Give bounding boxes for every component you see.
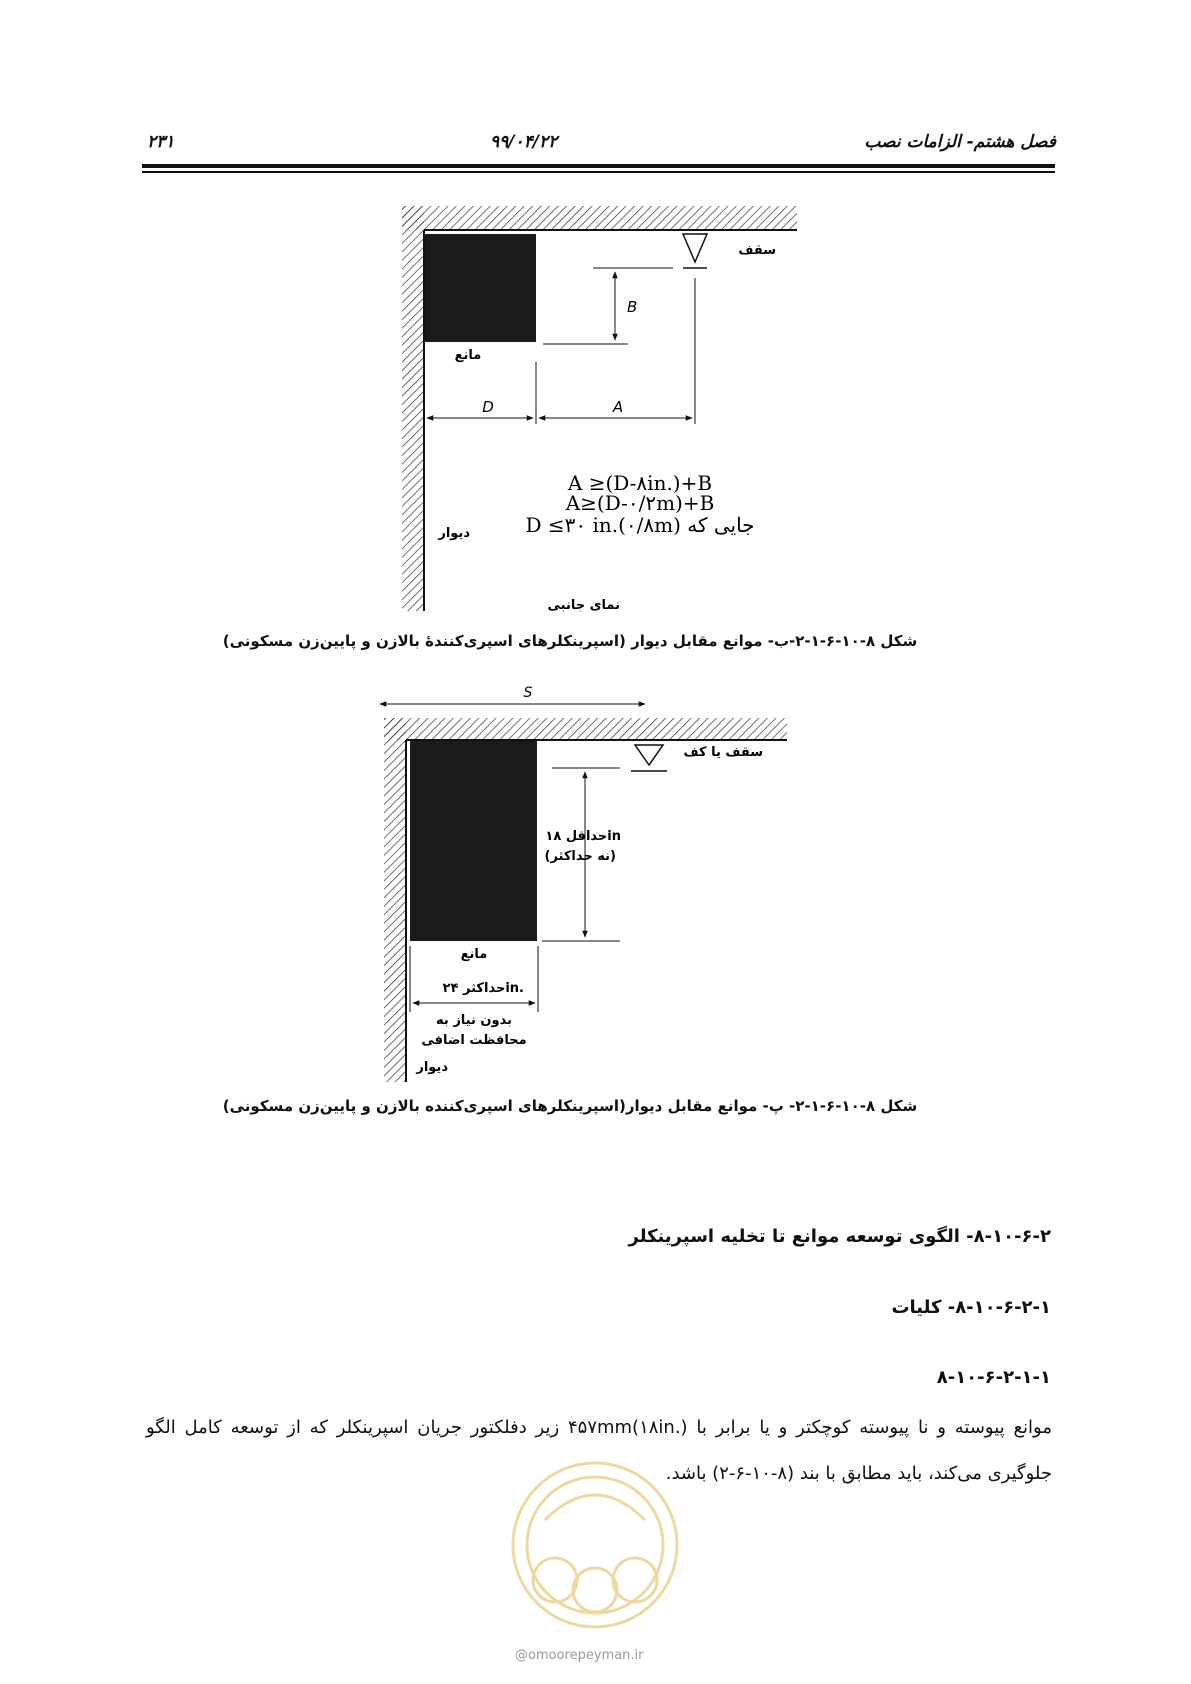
sprinkler-icon bbox=[635, 745, 663, 765]
body-paragraph: موانع پیوسته و نا پیوسته کوچکتر و یا برابر با ۴۵۷mm(۱۸in.) زیر دفلکتور جریان اسپرینکلر که از توسعه کامل الگو جلوگیری می‌کند، باید مطابق با بند (۸-۱۰-۶-۲) باشد. bbox=[146, 1417, 1052, 1484]
dim-a-label: A bbox=[612, 398, 624, 416]
ceiling-floor-label: سقف یا کف bbox=[683, 745, 763, 760]
dim-s-label: S bbox=[523, 685, 533, 701]
no-protection-label-1: بدون نیاز به bbox=[436, 1013, 512, 1028]
watermark-url: @omoorepeyman.ir bbox=[515, 1648, 644, 1663]
side-view-label: نمای جانبی bbox=[547, 598, 620, 613]
ceiling-label: سقف bbox=[738, 243, 776, 258]
wall-hatch bbox=[384, 718, 406, 1082]
min-label: حداقل ۱۸in bbox=[545, 829, 621, 844]
dim-d-label: D bbox=[482, 398, 494, 416]
dim-b-label: B bbox=[627, 298, 638, 316]
obstruction-block bbox=[410, 741, 537, 941]
ceiling-hatch bbox=[384, 718, 787, 740]
formula-3: جایی که D ≤۳۰ in.(۰/۸m) bbox=[525, 513, 755, 537]
subsection-heading: ۸-۱۰-۶-۲-۱- کلیات bbox=[891, 1297, 1051, 1318]
page-number: ۲۳۱ bbox=[147, 132, 175, 152]
header-date: ۹۹/۰۴/۲۲ bbox=[490, 132, 558, 152]
wall-label: دیوار bbox=[416, 1060, 448, 1075]
obstruction-label: مانع bbox=[454, 348, 482, 363]
not-max-label: (نه حداکثر) bbox=[544, 849, 616, 864]
chapter-title: فصل هشتم- الزامات نصب bbox=[864, 132, 1056, 152]
figure-2-caption: شکل ۸-۱۰-۶-۱-۲- پ- موانع مقابل دیوار(اسپرینکلرهای اسپری‌کننده بالازن و پایین‌زن مسکونی) bbox=[222, 1097, 918, 1115]
max-label: حداکثر ۲۴in. bbox=[442, 981, 524, 996]
formula-1: A ≥(D-۸in.)+B bbox=[567, 471, 713, 495]
section-heading: ۸-۱۰-۶-۲- الگوی توسعه موانع تا تخلیه اسپرینکلر bbox=[628, 1226, 1051, 1247]
clause-number: ۸-۱۰-۶-۲-۱-۱ bbox=[936, 1367, 1051, 1388]
no-protection-label-2: محافظت اضافی bbox=[421, 1033, 527, 1048]
figure-1-caption: شکل ۸-۱۰-۶-۱-۲-ب- موانع مقابل دیوار (اسپرینکلرهای اسپری‌کنندهٔ بالازن و پایین‌زن مسکونی) bbox=[222, 632, 918, 650]
obstruction-label: مانع bbox=[460, 947, 488, 962]
formula-2: A≥(D-۰/۲m)+B bbox=[565, 491, 715, 515]
watermark-seal bbox=[495, 1450, 695, 1640]
wall-label: دیوار bbox=[438, 526, 470, 541]
